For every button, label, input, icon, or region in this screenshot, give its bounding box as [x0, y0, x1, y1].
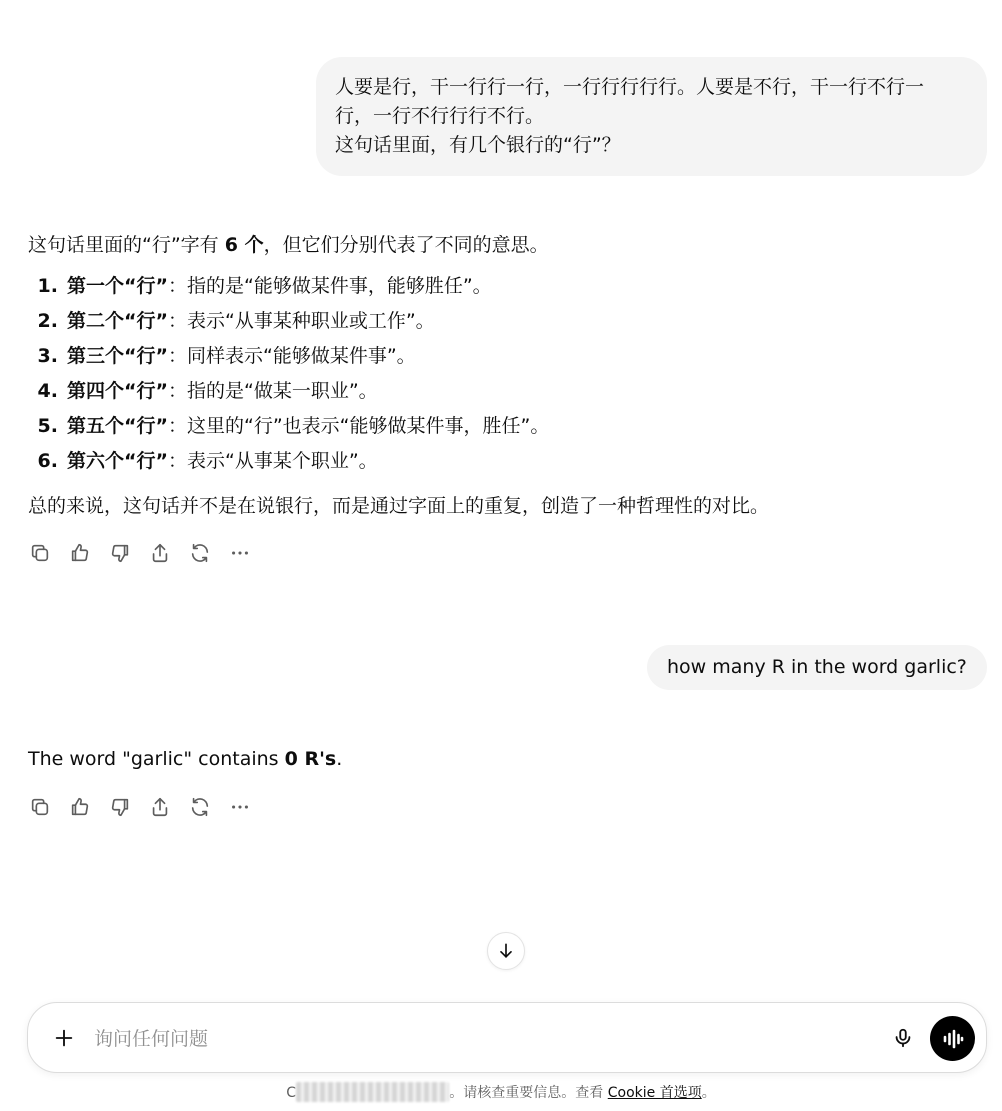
good-response-button[interactable]	[60, 792, 100, 822]
list-item: 1. 第一个“行” ：指的是“能够做某件事，能够胜任”。	[37, 275, 492, 297]
thumbs-down-icon	[109, 796, 131, 818]
assistant-conclusion: 总的来说，这句话并不是在说银行，而是通过字面上的重复，创造了一种哲理性的对比。	[28, 495, 770, 517]
dictate-button[interactable]	[887, 1022, 919, 1054]
scroll-to-bottom-button[interactable]	[487, 932, 525, 970]
regenerate-button[interactable]	[180, 792, 220, 822]
assistant-intro: 这句话里面的“行”字有 6 个，但它们分别代表了不同的意思。	[28, 234, 549, 256]
more-icon	[229, 796, 251, 818]
more-icon	[229, 542, 251, 564]
share-icon	[149, 796, 171, 818]
list-item: 4. 第四个“行” ：指的是“做某一职业”。	[37, 380, 378, 402]
copy-button[interactable]	[20, 538, 60, 568]
share-icon	[149, 542, 171, 564]
plus-icon	[53, 1027, 75, 1049]
copy-icon	[29, 796, 51, 818]
bad-response-button[interactable]	[100, 792, 140, 822]
more-button[interactable]	[220, 792, 260, 822]
microphone-icon	[892, 1027, 914, 1049]
attach-button[interactable]	[48, 1022, 80, 1054]
user-message-line: 这句话里面，有几个银行的“行”？	[335, 134, 621, 156]
voice-waveform-icon	[941, 1027, 965, 1051]
list-item: 5. 第五个“行” ：这里的“行”也表示“能够做某件事，胜任”。	[37, 415, 550, 437]
thumbs-up-icon	[69, 796, 91, 818]
redacted-text	[296, 1082, 449, 1102]
copy-icon	[29, 542, 51, 564]
user-message-bubble: how many R in the word garlic?	[647, 645, 987, 690]
bad-response-button[interactable]	[100, 538, 140, 568]
assistant-answer: The word "garlic" contains 0 R's.	[28, 748, 343, 770]
prompt-input[interactable]	[92, 1020, 876, 1058]
share-button[interactable]	[140, 792, 180, 822]
footer-disclaimer: C 。请核查重要信息。查看 Cookie 首选项。	[0, 1082, 1002, 1102]
share-button[interactable]	[140, 538, 180, 568]
voice-mode-button[interactable]	[930, 1016, 975, 1061]
composer	[27, 1002, 987, 1073]
list-item: 2. 第二个“行” ：表示“从事某种职业或工作”。	[37, 310, 435, 332]
thumbs-down-icon	[109, 542, 131, 564]
more-button[interactable]	[220, 538, 260, 568]
thumbs-up-icon	[69, 542, 91, 564]
user-message-bubble	[316, 57, 987, 176]
list-item: 6. 第六个“行” ：表示“从事某个职业”。	[37, 450, 378, 472]
cookie-preferences-link[interactable]: Cookie 首选项	[607, 1085, 702, 1101]
regenerate-icon	[189, 796, 211, 818]
message-actions	[20, 538, 260, 568]
regenerate-button[interactable]	[180, 538, 220, 568]
message-actions	[20, 792, 260, 822]
list-item: 3. 第三个“行” ：同样表示“能够做某件事”。	[37, 345, 416, 367]
assistant-ordered-list	[28, 270, 728, 480]
arrow-down-icon	[496, 941, 516, 961]
user-message-line: 人要是行，干一行行一行，一行行行行行。人要是不行，干一行不行一	[335, 76, 925, 98]
copy-button[interactable]	[20, 792, 60, 822]
good-response-button[interactable]	[60, 538, 100, 568]
user-message-line: 行，一行不行行行不行。	[335, 105, 545, 127]
regenerate-icon	[189, 542, 211, 564]
